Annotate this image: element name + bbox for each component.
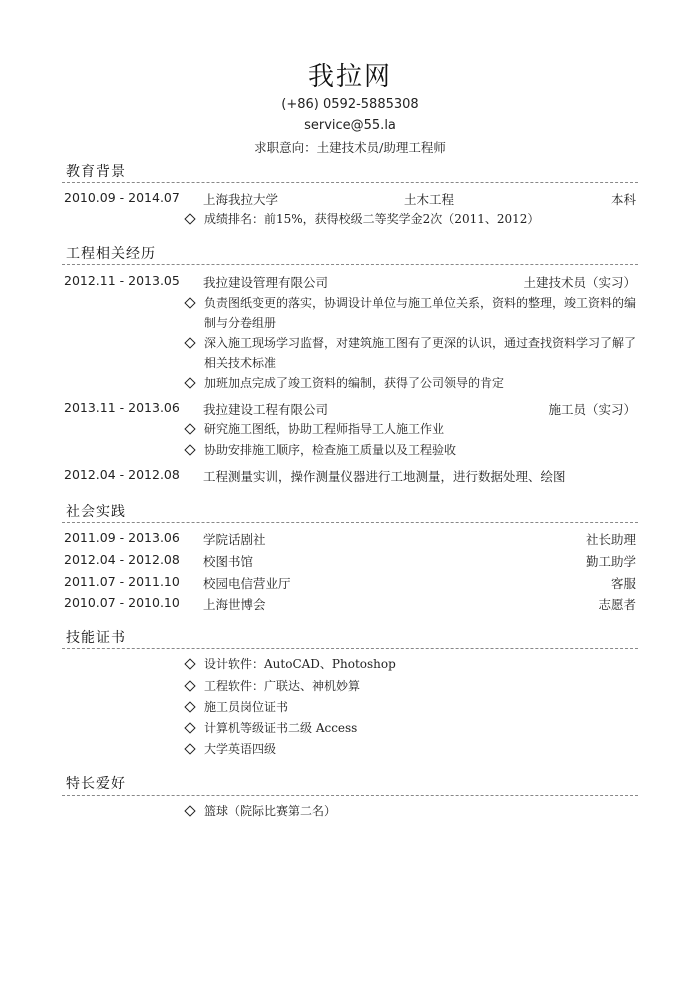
section-divider — [62, 648, 638, 649]
section-title-skills: 技能证书 — [66, 630, 126, 646]
section-divider — [62, 182, 638, 183]
education-row — [64, 190, 636, 208]
section-title-social: 社会实践 — [66, 504, 126, 520]
diamond-bullet-icon — [184, 444, 195, 455]
email-address: service@55.la — [304, 118, 396, 133]
list-item: 成绩排名：前15%，获得校级二等奖学金2次（2011、2012） — [186, 209, 638, 229]
section-title-education: 教育背景 — [66, 164, 126, 180]
list-item: 大学英语四级 — [186, 739, 638, 759]
diamond-bullet-icon — [184, 805, 195, 816]
diamond-bullet-icon — [184, 337, 195, 348]
diamond-bullet-icon — [184, 297, 195, 308]
diamond-bullet-icon — [184, 722, 195, 733]
diamond-bullet-icon — [184, 377, 195, 388]
school-name: 上海我拉大学 — [203, 192, 279, 207]
experience-row — [64, 400, 636, 418]
list-item: 施工员岗位证书 — [186, 697, 638, 717]
section-title-hobbies: 特长爱好 — [66, 776, 126, 792]
experience-date: 2012.11 - 2013.05 — [64, 273, 180, 288]
experience-description: 工程测量实训，操作测量仪器进行工地测量，进行数据处理、绘图 — [203, 469, 566, 484]
list-item: 深入施工现场学习监督，对建筑施工图有了更深的认识，通过查找资料学习了解了相关技术标准 — [186, 333, 638, 373]
experience-date: 2012.04 - 2012.08 — [64, 467, 180, 482]
list-item: 设计软件：AutoCAD、Photoshop — [186, 654, 638, 674]
company-name: 我拉建设管理有限公司 — [203, 275, 329, 290]
list-item: 负责图纸变更的落实，协调设计单位与施工单位关系，资料的整理，竣工资料的编制与分卷组册 — [186, 293, 638, 333]
candidate-name: 我拉网 — [307, 62, 392, 92]
list-item: 加班加点完成了竣工资料的编制，获得了公司领导的肯定 — [186, 373, 638, 393]
diamond-bullet-icon — [184, 658, 195, 669]
job-role: 土建技术员（实习） — [523, 275, 636, 290]
experience-row — [64, 467, 636, 485]
table-row: 2011.07 - 2011.10 校园电信营业厅 客服 — [64, 574, 636, 591]
experience-date: 2013.11 - 2013.06 — [64, 400, 180, 415]
list-item: 计算机等级证书二级 Access — [186, 718, 638, 738]
table-row: 2011.09 - 2013.06 学院话剧社 社长助理 — [64, 530, 636, 547]
diamond-bullet-icon — [184, 213, 195, 224]
table-row: 2012.04 - 2012.08 校图书馆 勤工助学 — [64, 552, 636, 569]
list-item: 工程软件：广联达、神机妙算 — [186, 676, 638, 696]
experience-row — [64, 273, 636, 291]
section-divider — [62, 264, 638, 265]
diamond-bullet-icon — [184, 680, 195, 691]
job-objective: 求职意向：土建技术员/助理工程师 — [254, 140, 446, 155]
section-divider — [62, 522, 638, 523]
list-item: 篮球（院际比赛第二名） — [186, 801, 638, 821]
diamond-bullet-icon — [184, 701, 195, 712]
diamond-bullet-icon — [184, 423, 195, 434]
diamond-bullet-icon — [184, 743, 195, 754]
section-title-experience: 工程相关经历 — [66, 246, 156, 262]
phone-number: (+86) 0592-5885308 — [281, 97, 419, 112]
major: 土木工程 — [404, 192, 455, 207]
list-item: 协助安排施工顺序，检查施工质量以及工程验收 — [186, 440, 638, 460]
table-row: 2010.07 - 2010.10 上海世博会 志愿者 — [64, 595, 636, 612]
section-divider — [62, 795, 638, 796]
list-item: 研究施工图纸，协助工程师指导工人施工作业 — [186, 419, 638, 439]
degree: 本科 — [610, 192, 636, 207]
company-name: 我拉建设工程有限公司 — [203, 402, 329, 417]
job-role: 施工员（实习） — [548, 402, 636, 417]
education-date: 2010.09 - 2014.07 — [64, 190, 180, 205]
